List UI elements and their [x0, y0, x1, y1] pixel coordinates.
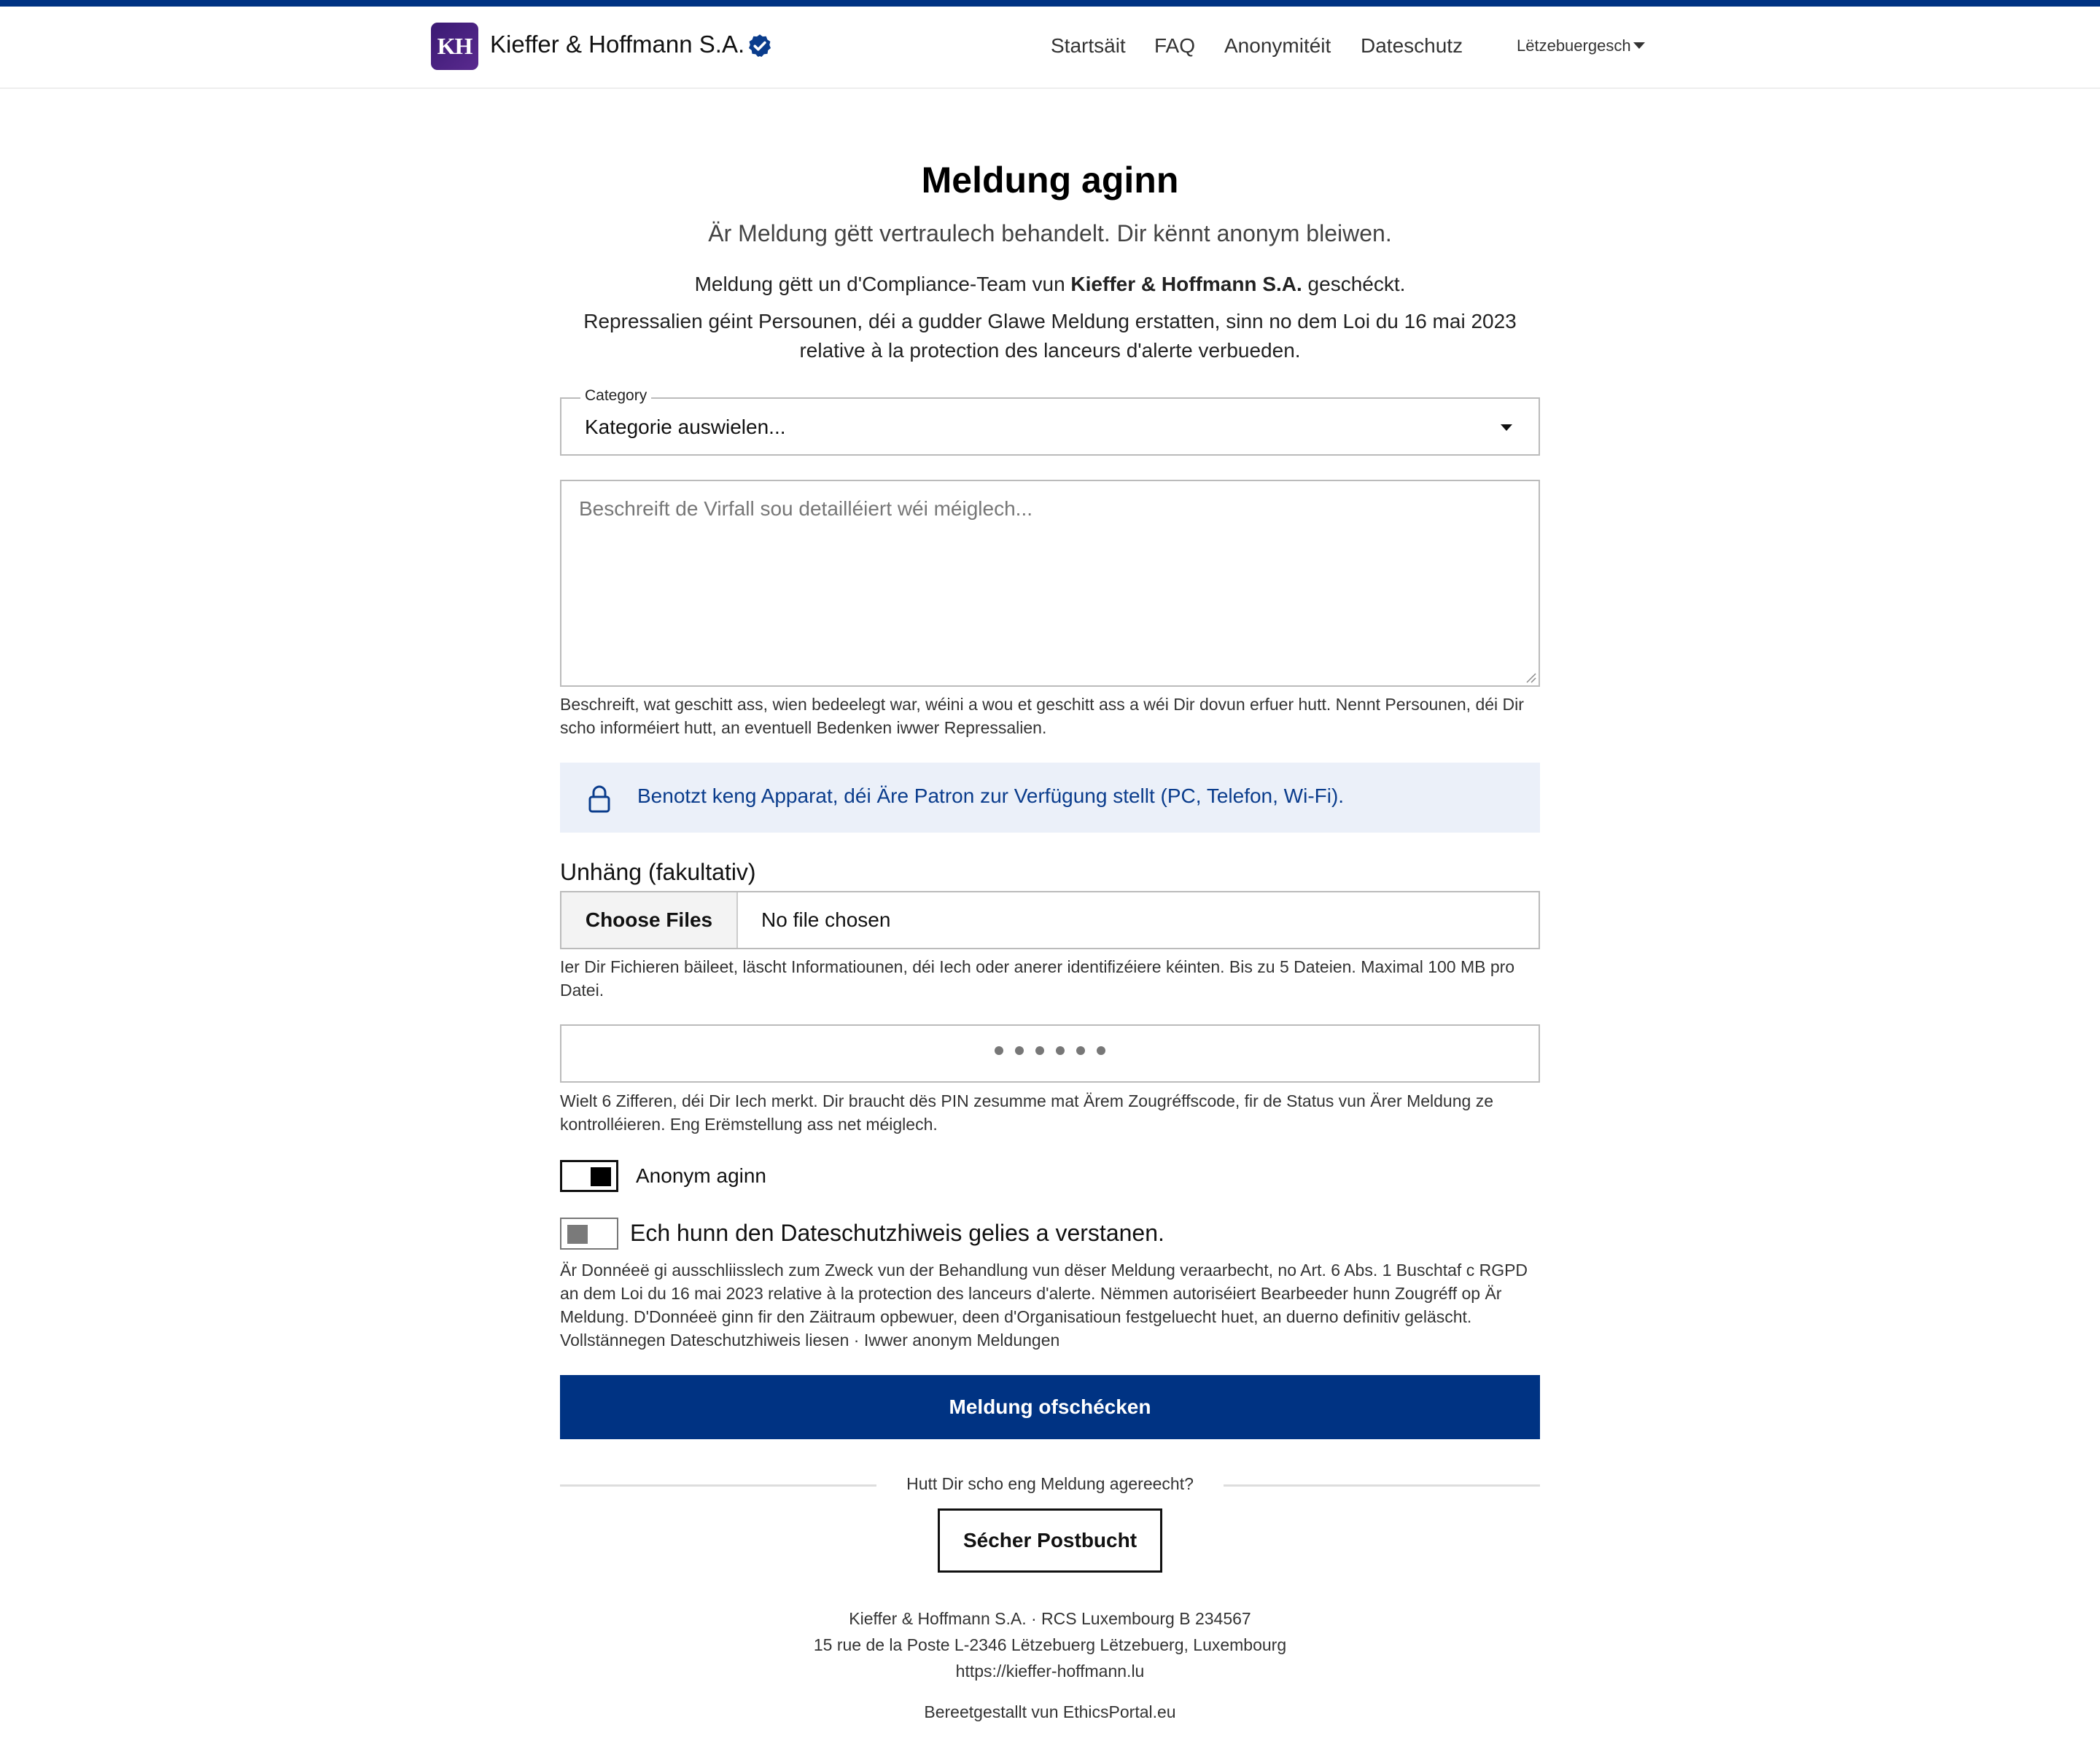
top-accent-stripe — [0, 0, 2100, 7]
anonymous-toggle[interactable] — [560, 1160, 618, 1192]
page-subtitle: Är Meldung gëtt vertraulech behandelt. Dir kënnt anonym bleiwen. — [708, 220, 1392, 246]
verified-badge-icon — [747, 33, 773, 59]
description-textarea[interactable] — [560, 480, 1540, 687]
description-placeholder: Beschreift de Virfall sou detailléiert wéi méiglech... — [579, 497, 1033, 520]
footer-company: Kieffer & Hoffmann S.A. · RCS Luxembourg B 234567 — [849, 1609, 1251, 1628]
intro-protection: Repressalien géint Persounen, déi a gudder Glawe Meldung erstatten, sinn no dem Loi du 16 mai 2023 relative à la protection des lanceurs d'alerte verbueden. — [583, 310, 1517, 362]
description-hint: Beschreift, wat geschitt ass, wien bedeelegt war, wéini a wou et geschitt ass a wéi Dir dovun erfuer hutt. Nennt Persounen, déi Dir scho informéiert hutt, an eventuell Bedenken iwwer Repressalien. — [560, 695, 1524, 737]
followup-question: Hutt Dir scho eng Meldung agereecht? — [906, 1474, 1194, 1493]
footer-website-link[interactable]: https://kieffer-hoffmann.lu — [955, 1662, 1145, 1681]
site-header — [0, 7, 2100, 89]
nav-privacy[interactable]: Dateschutz — [1361, 34, 1463, 57]
link-separator: · — [849, 1331, 864, 1350]
resize-handle-icon[interactable] — [1524, 671, 1537, 684]
divider — [1224, 1484, 1540, 1487]
device-warning-banner — [560, 763, 1540, 833]
language-select[interactable] — [1517, 36, 1645, 55]
category-value: Kategorie auswielen... — [585, 416, 786, 438]
pin-dot — [995, 1046, 1003, 1055]
chevron-down-icon — [1633, 42, 1645, 49]
pin-dot — [1056, 1046, 1065, 1055]
privacy-notice-text: Är Donnéeë gi ausschliisslech zum Zweck vun der Behandlung vun dëser Meldung veraarbecht, no Art. 6 Abs. 1 Buschtaf c RGPD an dem Loi du 16 mai 2023 relative à la protection des lanceurs d'alerte. Nëmmen autoriséiert Bearbeeder hunn Zougréff op Är Meldung. D'Donnéeë ginn fir den Zäitraum opbewuer, deen d'Organisatioun festgeluecht huet, an duerno definitiv geläscht. — [560, 1261, 1528, 1326]
secure-mailbox-button[interactable]: Sécher Postbucht — [938, 1508, 1162, 1573]
attachments-label: Unhäng (fakultativ) — [560, 859, 756, 885]
pin-hint: Wielt 6 Zifferen, déi Dir Iech merkt. Dir braucht dës PIN zesumme mat Ärem Zougréffscode, fir de Status vun Ärer Meldung ze kontrolléieren. Eng Erëmstellung ass net méiglech. — [560, 1091, 1493, 1134]
divider — [560, 1484, 876, 1487]
choose-files-button[interactable]: Choose Files — [561, 892, 738, 948]
pin-dot — [1015, 1046, 1024, 1055]
category-select[interactable] — [560, 387, 1540, 456]
pin-dots — [561, 1046, 1539, 1055]
privacy-notice — [560, 1258, 1544, 1352]
anonymous-info-link[interactable]: Iwwer anonym Meldungen — [863, 1331, 1060, 1350]
privacy-consent-toggle[interactable] — [560, 1218, 618, 1250]
toggle-knob — [567, 1225, 588, 1244]
toggle-knob — [591, 1167, 611, 1186]
category-label: Category — [580, 387, 651, 405]
intro-prefix: Meldung gëtt un d'Compliance-Team vun — [694, 273, 1071, 295]
device-warning-text: Benotzt keng Apparat, déi Äre Patron zur Verfügung stellt (PC, Telefon, Wi-Fi). — [637, 784, 1345, 807]
footer-address: 15 rue de la Poste L-2346 Lëtzebuerg Lëtzebuerg, Luxembourg — [813, 1635, 1287, 1654]
anonymous-label: Anonym aginn — [636, 1164, 767, 1187]
company-logo[interactable] — [431, 23, 478, 70]
privacy-full-link[interactable]: Vollstännegen Dateschutzhiweis liesen — [560, 1331, 849, 1350]
pin-dot — [1035, 1046, 1044, 1055]
lock-icon — [586, 784, 612, 814]
intro-suffix: geschéckt. — [1302, 273, 1406, 295]
submit-report-button[interactable]: Meldung ofschécken — [560, 1375, 1540, 1439]
chevron-down-icon — [1501, 424, 1512, 431]
language-value: Lëtzebuergesch — [1517, 36, 1631, 55]
nav-anonymity[interactable]: Anonymitéit — [1224, 34, 1331, 57]
pin-dot — [1097, 1046, 1105, 1055]
file-input[interactable] — [560, 891, 1540, 949]
pin-input[interactable] — [560, 1024, 1540, 1083]
intro-recipient — [467, 273, 1633, 296]
attachments-hint: Ier Dir Fichieren bäileet, läscht Informatiounen, déi Iech oder anerer identifizéiere kéinten. Bis zu 5 Dateien. Maximal 100 MB pro Datei. — [560, 957, 1515, 1000]
page-title: Meldung aginn — [921, 160, 1179, 200]
file-status: No file chosen — [761, 908, 891, 931]
nav-faq[interactable]: FAQ — [1154, 34, 1196, 57]
privacy-consent-label: Ech hunn den Dateschutzhiweis gelies a verstanen. — [630, 1220, 1164, 1246]
logo-text: KH — [437, 33, 472, 59]
footer-provider[interactable]: Bereetgestallt vun EthicsPortal.eu — [924, 1702, 1176, 1721]
intro-company: Kieffer & Hoffmann S.A. — [1070, 273, 1302, 295]
nav-home[interactable]: Startsäit — [1051, 34, 1126, 57]
pin-dot — [1076, 1046, 1085, 1055]
brand-name[interactable]: Kieffer & Hoffmann S.A. — [490, 31, 745, 58]
